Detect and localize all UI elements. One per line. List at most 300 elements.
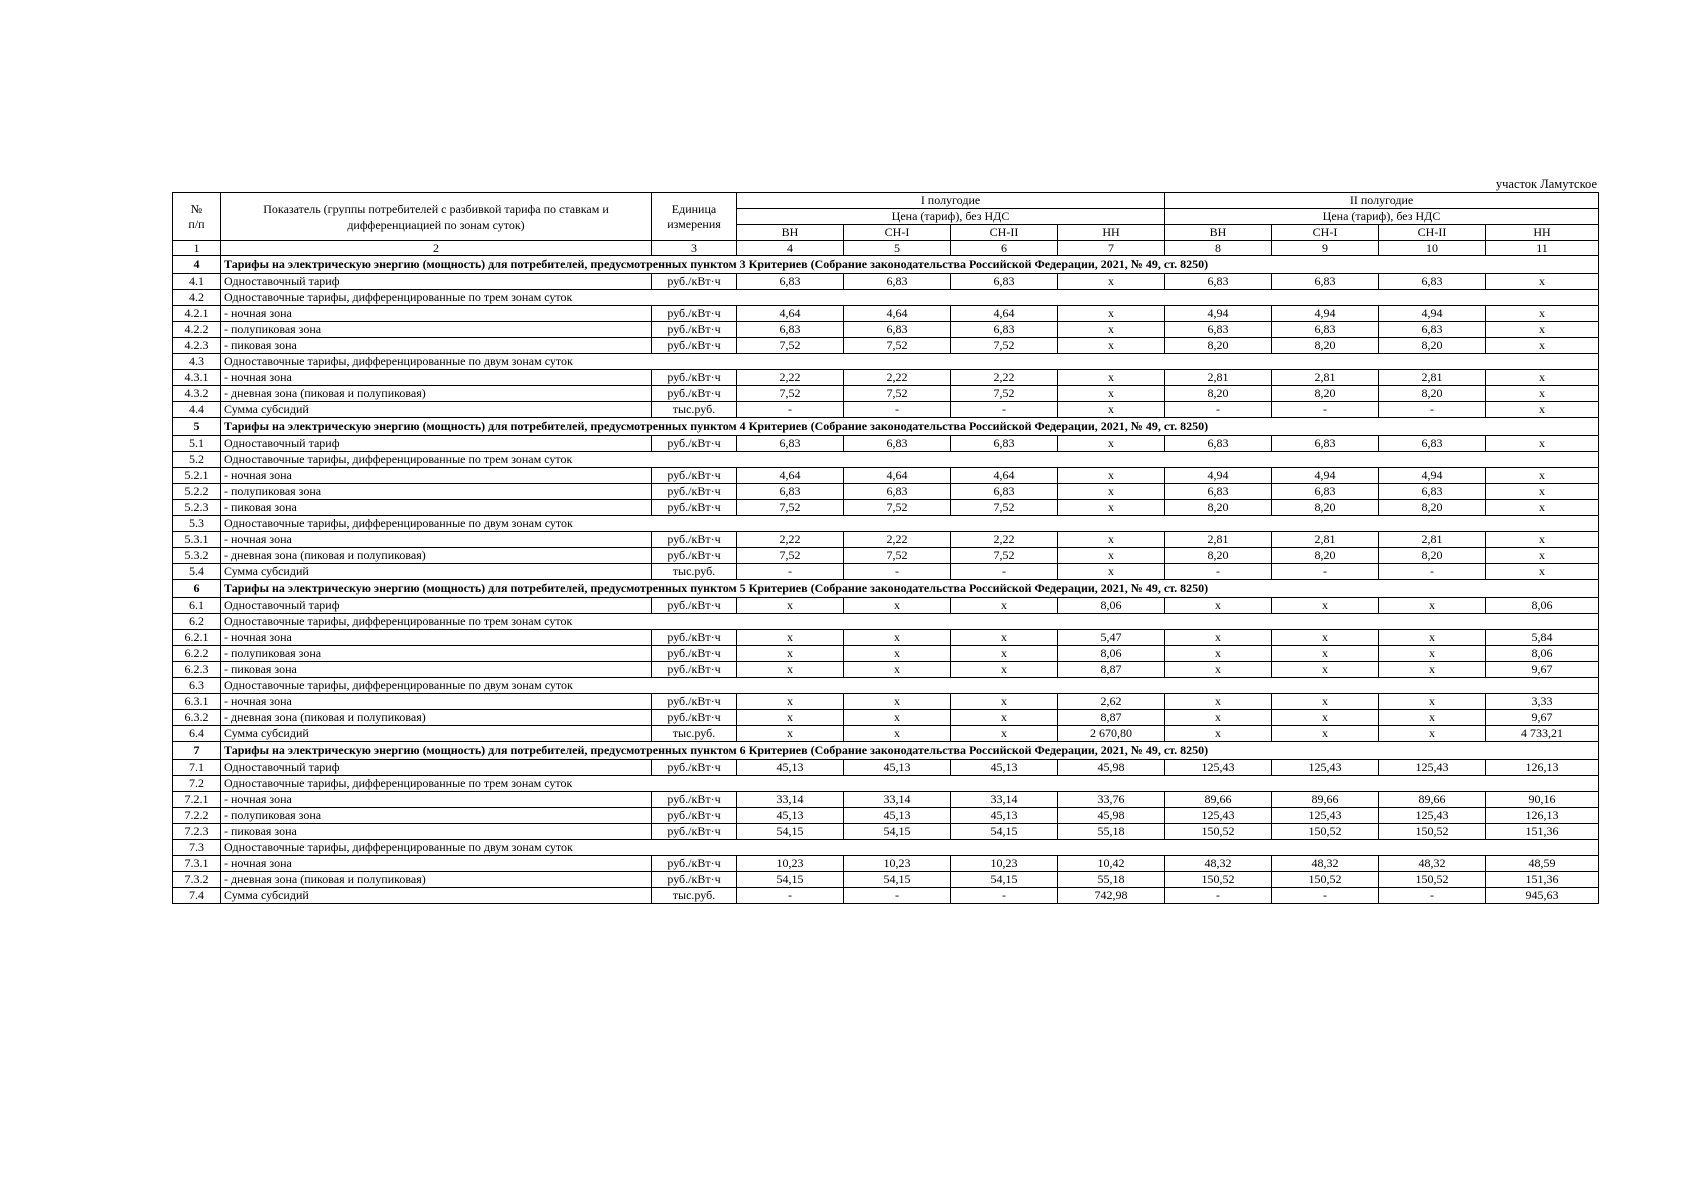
- table-row: [173, 662, 1599, 678]
- table-row: [173, 306, 1599, 322]
- value-cell: x: [1058, 564, 1165, 580]
- value-cell: 7,52: [951, 548, 1058, 564]
- value-cell: 6,83: [951, 322, 1058, 338]
- row-label: - пиковая зона: [221, 824, 652, 840]
- row-unit: руб./кВт·ч: [652, 824, 737, 840]
- row-number: 4.2.1: [173, 306, 221, 322]
- column-number: 11: [1486, 241, 1599, 256]
- value-cell: 2,81: [1165, 532, 1272, 548]
- table-row: [173, 468, 1599, 484]
- value-cell: 33,76: [1058, 792, 1165, 808]
- row-label: - пиковая зона: [221, 662, 652, 678]
- table-row: [173, 274, 1599, 290]
- row-label: - ночная зона: [221, 468, 652, 484]
- value-cell: 4,94: [1272, 306, 1379, 322]
- row-label: - дневная зона (пиковая и полупиковая): [221, 548, 652, 564]
- row-label: Одноставочные тарифы, дифференцированные по двум зонам суток: [221, 840, 1165, 856]
- column-number: 3: [652, 241, 737, 256]
- row-unit: руб./кВт·ч: [652, 694, 737, 710]
- value-cell: x: [737, 710, 844, 726]
- value-cell: 54,15: [737, 824, 844, 840]
- table-row: [173, 808, 1599, 824]
- value-cell: 8,20: [1165, 386, 1272, 402]
- value-cell: x: [1379, 662, 1486, 678]
- row-number: 7.3: [173, 840, 221, 856]
- value-cell: 2,81: [1165, 370, 1272, 386]
- row-number: 7.1: [173, 760, 221, 776]
- row-label: - пиковая зона: [221, 338, 652, 354]
- row-number: 6.2.2: [173, 646, 221, 662]
- value-cell: 2,81: [1379, 532, 1486, 548]
- value-cell: x: [1058, 468, 1165, 484]
- value-cell: 126,13: [1486, 808, 1599, 824]
- value-cell: 3,33: [1486, 694, 1599, 710]
- section-title: Тарифы на электрическую энергию (мощность) для потребителей, предусмотренных пунктом 5 Критериев (Собрание законодательства Российской Федерации, 2021, № 49, ст. 8250): [221, 580, 1599, 598]
- table-row: [173, 338, 1599, 354]
- value-cell: x: [1165, 710, 1272, 726]
- value-cell: 9,67: [1486, 710, 1599, 726]
- header-price-2: Цена (тариф), без НДС: [1165, 209, 1599, 225]
- value-cell: 6,83: [1165, 322, 1272, 338]
- value-cell: 7,52: [737, 386, 844, 402]
- row-unit: руб./кВт·ч: [652, 500, 737, 516]
- value-cell: 89,66: [1272, 792, 1379, 808]
- value-cell: 54,15: [737, 872, 844, 888]
- value-cell: 4,64: [737, 306, 844, 322]
- value-cell: 2,22: [951, 532, 1058, 548]
- value-cell: x: [1058, 274, 1165, 290]
- value-cell: 10,23: [951, 856, 1058, 872]
- header-level: СН-I: [844, 225, 951, 241]
- value-cell: 48,32: [1165, 856, 1272, 872]
- value-cell: 8,20: [1165, 548, 1272, 564]
- value-cell: x: [1058, 306, 1165, 322]
- value-cell: x: [1486, 548, 1599, 564]
- value-cell: 4,94: [1272, 468, 1379, 484]
- value-cell: 10,23: [844, 856, 951, 872]
- value-cell: 4,64: [951, 306, 1058, 322]
- header-num: № п/п: [173, 193, 221, 241]
- value-cell: x: [1379, 710, 1486, 726]
- value-cell: 6,83: [844, 484, 951, 500]
- row-number: 6.1: [173, 598, 221, 614]
- value-cell: 45,13: [737, 808, 844, 824]
- value-cell: x: [951, 630, 1058, 646]
- column-number: 6: [951, 241, 1058, 256]
- row-number: 5.1: [173, 436, 221, 452]
- value-cell: 6,83: [1379, 484, 1486, 500]
- value-cell: 150,52: [1272, 872, 1379, 888]
- value-cell: 6,83: [1272, 274, 1379, 290]
- row-unit: руб./кВт·ч: [652, 468, 737, 484]
- value-cell: 7,52: [951, 338, 1058, 354]
- value-cell: x: [1058, 436, 1165, 452]
- value-cell: 8,20: [1379, 386, 1486, 402]
- value-cell: x: [844, 726, 951, 742]
- row-number: 5.3.2: [173, 548, 221, 564]
- value-cell: 8,20: [1165, 500, 1272, 516]
- value-cell: 6,83: [951, 436, 1058, 452]
- empty-cell: [1165, 452, 1599, 468]
- value-cell: 8,06: [1486, 598, 1599, 614]
- value-cell: 45,13: [951, 808, 1058, 824]
- value-cell: 8,87: [1058, 662, 1165, 678]
- value-cell: 2 670,80: [1058, 726, 1165, 742]
- value-cell: -: [844, 888, 951, 904]
- row-label: Сумма субсидий: [221, 726, 652, 742]
- value-cell: 33,14: [737, 792, 844, 808]
- section-row: [173, 580, 1599, 598]
- row-label: - ночная зона: [221, 792, 652, 808]
- empty-cell: [1165, 840, 1599, 856]
- row-unit: руб./кВт·ч: [652, 532, 737, 548]
- table-row: [173, 824, 1599, 840]
- value-cell: 54,15: [844, 824, 951, 840]
- value-cell: x: [951, 726, 1058, 742]
- header-indicator: Показатель (группы потребителей с разбивкой тарифа по ставкам и дифференциацией по зонам суток): [221, 193, 652, 241]
- value-cell: 7,52: [737, 338, 844, 354]
- row-number: 7.3.1: [173, 856, 221, 872]
- section-title: Тарифы на электрическую энергию (мощность) для потребителей, предусмотренных пунктом 3 Критериев (Собрание законодательства Российской Федерации, 2021, № 49, ст. 8250): [221, 256, 1599, 274]
- table-row: [173, 370, 1599, 386]
- row-number: 4.2: [173, 290, 221, 306]
- section-number: 4: [173, 256, 221, 274]
- value-cell: -: [844, 402, 951, 418]
- row-label: Одноставочные тарифы, дифференцированные по трем зонам суток: [221, 290, 1165, 306]
- value-cell: x: [844, 598, 951, 614]
- value-cell: 4,94: [1379, 468, 1486, 484]
- value-cell: 8,06: [1058, 598, 1165, 614]
- column-number: 2: [221, 241, 652, 256]
- column-number: 1: [173, 241, 221, 256]
- value-cell: x: [1272, 646, 1379, 662]
- value-cell: x: [1165, 662, 1272, 678]
- subgroup-row: [173, 516, 1599, 532]
- value-cell: -: [1165, 402, 1272, 418]
- value-cell: x: [1486, 436, 1599, 452]
- value-cell: x: [737, 630, 844, 646]
- row-unit: руб./кВт·ч: [652, 856, 737, 872]
- value-cell: 8,20: [1379, 548, 1486, 564]
- value-cell: x: [1058, 338, 1165, 354]
- value-cell: x: [737, 694, 844, 710]
- value-cell: 8,20: [1272, 500, 1379, 516]
- value-cell: 6,83: [1165, 436, 1272, 452]
- value-cell: x: [1058, 532, 1165, 548]
- table-row: [173, 532, 1599, 548]
- value-cell: x: [844, 694, 951, 710]
- row-unit: тыс.руб.: [652, 564, 737, 580]
- value-cell: x: [1486, 306, 1599, 322]
- value-cell: 150,52: [1272, 824, 1379, 840]
- value-cell: 4,94: [1379, 306, 1486, 322]
- value-cell: 125,43: [1379, 760, 1486, 776]
- row-number: 7.4: [173, 888, 221, 904]
- row-label: Одноставочные тарифы, дифференцированные по двум зонам суток: [221, 354, 1165, 370]
- subgroup-row: [173, 354, 1599, 370]
- row-unit: руб./кВт·ч: [652, 710, 737, 726]
- value-cell: x: [1058, 370, 1165, 386]
- value-cell: 150,52: [1165, 824, 1272, 840]
- row-number: 5.2.2: [173, 484, 221, 500]
- value-cell: x: [1165, 726, 1272, 742]
- value-cell: 6,83: [737, 484, 844, 500]
- value-cell: x: [1486, 468, 1599, 484]
- value-cell: -: [737, 402, 844, 418]
- value-cell: x: [951, 646, 1058, 662]
- value-cell: x: [1486, 484, 1599, 500]
- row-number: 4.2.2: [173, 322, 221, 338]
- row-number: 4.3: [173, 354, 221, 370]
- value-cell: 2,81: [1272, 532, 1379, 548]
- row-number: 4.3.2: [173, 386, 221, 402]
- value-cell: 125,43: [1272, 760, 1379, 776]
- table-row: [173, 548, 1599, 564]
- value-cell: 945,63: [1486, 888, 1599, 904]
- table-row: [173, 710, 1599, 726]
- value-cell: 89,66: [1165, 792, 1272, 808]
- empty-cell: [1165, 354, 1599, 370]
- value-cell: x: [737, 662, 844, 678]
- value-cell: 54,15: [951, 824, 1058, 840]
- row-unit: руб./кВт·ч: [652, 646, 737, 662]
- row-unit: руб./кВт·ч: [652, 322, 737, 338]
- value-cell: x: [1165, 646, 1272, 662]
- header-price-1: Цена (тариф), без НДС: [737, 209, 1165, 225]
- row-unit: руб./кВт·ч: [652, 370, 737, 386]
- value-cell: 54,15: [951, 872, 1058, 888]
- value-cell: 150,52: [1165, 872, 1272, 888]
- value-cell: x: [1165, 694, 1272, 710]
- value-cell: 7,52: [951, 386, 1058, 402]
- row-label: - дневная зона (пиковая и полупиковая): [221, 386, 652, 402]
- value-cell: x: [1272, 694, 1379, 710]
- subgroup-row: [173, 678, 1599, 694]
- row-unit: руб./кВт·ч: [652, 872, 737, 888]
- value-cell: 5,47: [1058, 630, 1165, 646]
- row-label: Одноставочный тариф: [221, 760, 652, 776]
- row-unit: руб./кВт·ч: [652, 484, 737, 500]
- empty-cell: [1165, 516, 1599, 532]
- row-label: - ночная зона: [221, 532, 652, 548]
- value-cell: -: [951, 888, 1058, 904]
- value-cell: 6,83: [1272, 484, 1379, 500]
- value-cell: 125,43: [1272, 808, 1379, 824]
- row-number: 6.2.1: [173, 630, 221, 646]
- column-numbers-row: [173, 241, 1599, 256]
- value-cell: x: [1379, 694, 1486, 710]
- row-label: - полупиковая зона: [221, 484, 652, 500]
- value-cell: 126,13: [1486, 760, 1599, 776]
- value-cell: 8,20: [1165, 338, 1272, 354]
- row-unit: руб./кВт·ч: [652, 306, 737, 322]
- value-cell: x: [1379, 646, 1486, 662]
- value-cell: 2,62: [1058, 694, 1165, 710]
- value-cell: 8,20: [1272, 548, 1379, 564]
- row-label: Одноставочные тарифы, дифференцированные по трем зонам суток: [221, 776, 1165, 792]
- row-number: 6.3.1: [173, 694, 221, 710]
- table-row: [173, 484, 1599, 500]
- value-cell: 6,83: [1272, 436, 1379, 452]
- value-cell: x: [1058, 402, 1165, 418]
- column-number: 5: [844, 241, 951, 256]
- value-cell: 150,52: [1379, 824, 1486, 840]
- value-cell: 33,14: [844, 792, 951, 808]
- value-cell: x: [1486, 386, 1599, 402]
- value-cell: x: [737, 598, 844, 614]
- row-label: - ночная зона: [221, 306, 652, 322]
- empty-cell: [1165, 776, 1599, 792]
- value-cell: -: [1272, 402, 1379, 418]
- subgroup-row: [173, 840, 1599, 856]
- value-cell: 4,64: [844, 468, 951, 484]
- value-cell: x: [1165, 630, 1272, 646]
- value-cell: 48,32: [1379, 856, 1486, 872]
- empty-cell: [1165, 678, 1599, 694]
- row-unit: руб./кВт·ч: [652, 662, 737, 678]
- value-cell: 45,13: [951, 760, 1058, 776]
- value-cell: x: [1058, 322, 1165, 338]
- subgroup-row: [173, 776, 1599, 792]
- value-cell: 9,67: [1486, 662, 1599, 678]
- row-unit: тыс.руб.: [652, 726, 737, 742]
- table-row: [173, 598, 1599, 614]
- column-number: 4: [737, 241, 844, 256]
- value-cell: 151,36: [1486, 824, 1599, 840]
- value-cell: -: [1272, 564, 1379, 580]
- header-level: НН: [1058, 225, 1165, 241]
- value-cell: x: [951, 662, 1058, 678]
- value-cell: 4,64: [737, 468, 844, 484]
- value-cell: x: [1379, 630, 1486, 646]
- value-cell: 6,83: [1165, 274, 1272, 290]
- value-cell: x: [1379, 598, 1486, 614]
- value-cell: 6,83: [737, 322, 844, 338]
- table-row: [173, 872, 1599, 888]
- row-label: Одноставочные тарифы, дифференцированные по трем зонам суток: [221, 614, 1165, 630]
- value-cell: x: [844, 662, 951, 678]
- table-row: [173, 386, 1599, 402]
- row-label: - ночная зона: [221, 856, 652, 872]
- row-label: - ночная зона: [221, 694, 652, 710]
- value-cell: 2,22: [844, 370, 951, 386]
- value-cell: 2,22: [737, 370, 844, 386]
- section-number: 7: [173, 742, 221, 760]
- value-cell: 48,59: [1486, 856, 1599, 872]
- value-cell: 89,66: [1379, 792, 1486, 808]
- value-cell: 8,20: [1272, 338, 1379, 354]
- value-cell: x: [1486, 532, 1599, 548]
- header-level: ВН: [1165, 225, 1272, 241]
- row-label: Сумма субсидий: [221, 402, 652, 418]
- row-unit: руб./кВт·ч: [652, 386, 737, 402]
- row-number: 5.3.1: [173, 532, 221, 548]
- value-cell: 5,84: [1486, 630, 1599, 646]
- value-cell: 8,06: [1058, 646, 1165, 662]
- value-cell: 55,18: [1058, 824, 1165, 840]
- value-cell: 8,87: [1058, 710, 1165, 726]
- value-cell: 8,20: [1379, 338, 1486, 354]
- row-number: 7.2: [173, 776, 221, 792]
- row-unit: руб./кВт·ч: [652, 548, 737, 564]
- section-title: Тарифы на электрическую энергию (мощность) для потребителей, предусмотренных пунктом 4 Критериев (Собрание законодательства Российской Федерации, 2021, № 49, ст. 8250): [221, 418, 1599, 436]
- row-number: 5.2: [173, 452, 221, 468]
- value-cell: 4 733,21: [1486, 726, 1599, 742]
- row-label: - дневная зона (пиковая и полупиковая): [221, 710, 652, 726]
- row-number: 6.3.2: [173, 710, 221, 726]
- section-row: [173, 742, 1599, 760]
- row-label: - полупиковая зона: [221, 808, 652, 824]
- table-row: [173, 402, 1599, 418]
- section-row: [173, 256, 1599, 274]
- header-level: НН: [1486, 225, 1599, 241]
- row-number: 6.3: [173, 678, 221, 694]
- value-cell: 7,52: [844, 548, 951, 564]
- value-cell: 10,42: [1058, 856, 1165, 872]
- value-cell: x: [1058, 500, 1165, 516]
- value-cell: x: [844, 630, 951, 646]
- value-cell: x: [1379, 726, 1486, 742]
- value-cell: x: [737, 726, 844, 742]
- section-title: Тарифы на электрическую энергию (мощность) для потребителей, предусмотренных пунктом 6 Критериев (Собрание законодательства Российской Федерации, 2021, № 49, ст. 8250): [221, 742, 1599, 760]
- value-cell: -: [1165, 888, 1272, 904]
- section-label: участок Ламутское: [1495, 177, 1597, 191]
- value-cell: 6,83: [1379, 274, 1486, 290]
- section-row: [173, 418, 1599, 436]
- header-half-1: I полугодие: [737, 193, 1165, 209]
- row-label: Одноставочный тариф: [221, 598, 652, 614]
- value-cell: x: [844, 710, 951, 726]
- value-cell: 45,13: [844, 760, 951, 776]
- value-cell: 10,23: [737, 856, 844, 872]
- subgroup-row: [173, 452, 1599, 468]
- header-unit: Единица измерения: [652, 193, 737, 241]
- table-row: [173, 436, 1599, 452]
- value-cell: -: [844, 564, 951, 580]
- value-cell: 125,43: [1379, 808, 1486, 824]
- column-number: 10: [1379, 241, 1486, 256]
- table-row: [173, 564, 1599, 580]
- row-label: - полупиковая зона: [221, 322, 652, 338]
- value-cell: 2,22: [951, 370, 1058, 386]
- table-header: [173, 193, 1599, 256]
- value-cell: 4,94: [1165, 468, 1272, 484]
- value-cell: x: [1272, 630, 1379, 646]
- value-cell: 6,83: [737, 274, 844, 290]
- header-half-2: II полугодие: [1165, 193, 1599, 209]
- value-cell: -: [1379, 564, 1486, 580]
- row-unit: руб./кВт·ч: [652, 436, 737, 452]
- column-number: 7: [1058, 241, 1165, 256]
- header-level: СН-II: [1379, 225, 1486, 241]
- table-row: [173, 856, 1599, 872]
- row-label: - полупиковая зона: [221, 646, 652, 662]
- value-cell: x: [951, 598, 1058, 614]
- value-cell: x: [737, 646, 844, 662]
- value-cell: x: [951, 710, 1058, 726]
- value-cell: -: [1165, 564, 1272, 580]
- row-number: 5.2.1: [173, 468, 221, 484]
- value-cell: 125,43: [1165, 808, 1272, 824]
- value-cell: 8,06: [1486, 646, 1599, 662]
- value-cell: -: [1379, 888, 1486, 904]
- row-number: 6.4: [173, 726, 221, 742]
- value-cell: 151,36: [1486, 872, 1599, 888]
- value-cell: 7,52: [844, 500, 951, 516]
- value-cell: x: [1486, 402, 1599, 418]
- row-number: 7.2.2: [173, 808, 221, 824]
- value-cell: 6,83: [951, 484, 1058, 500]
